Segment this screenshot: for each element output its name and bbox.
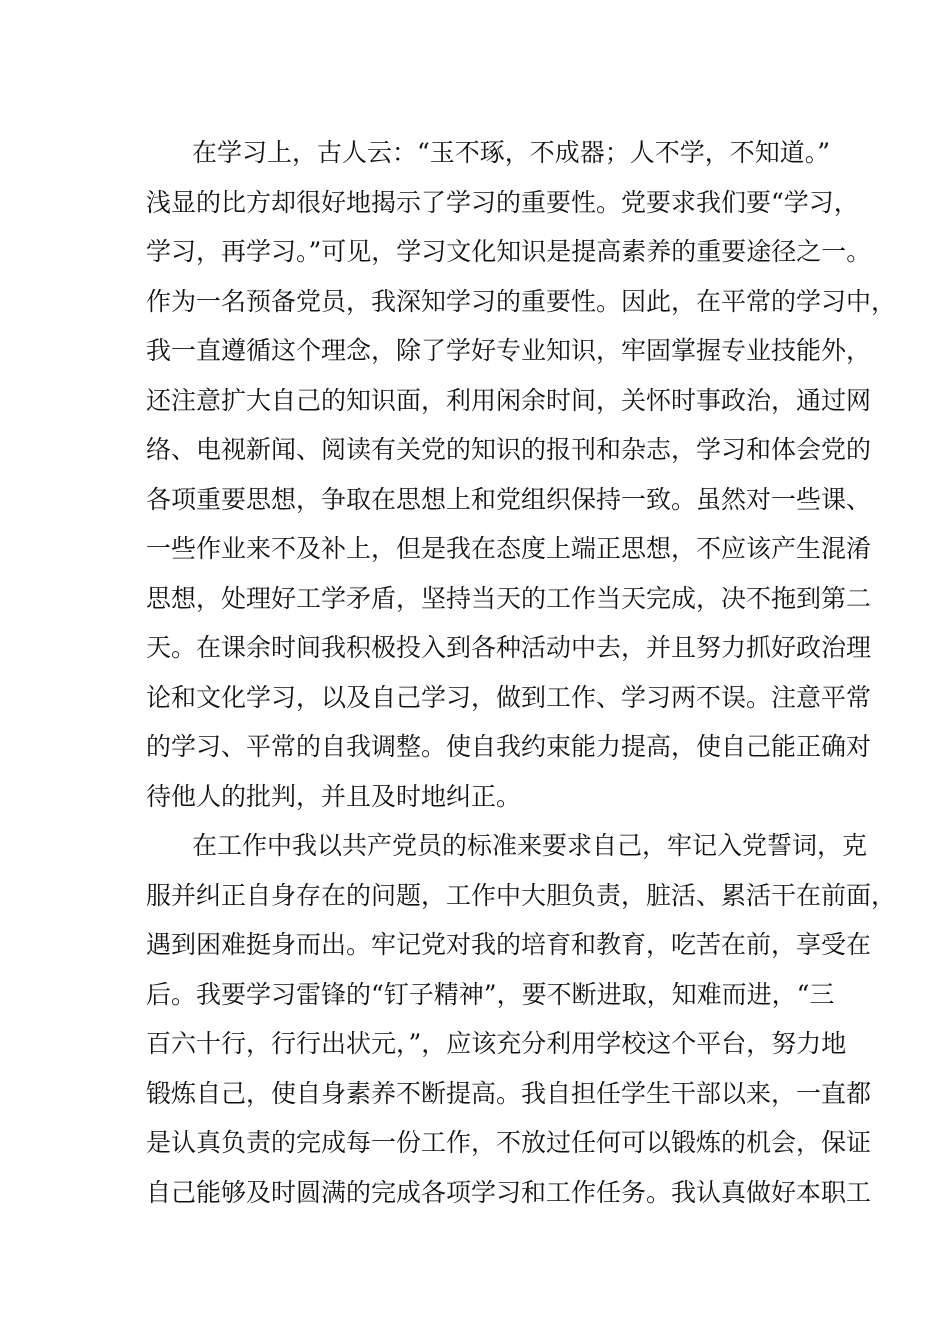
paragraph-line: 论和文化学习，以及自己学习，做到工作、学习两不误。注意平常 [146,682,872,712]
paragraph-line: 待他人的批判，并且及时地纠正。 [146,781,522,811]
paragraph-work [146,821,897,1217]
paragraph-line: 作为一名预备党员，我深知学习的重要性。因此，在平常的学习中， [146,286,897,316]
paragraph-line: 各项重要思想，争取在思想上和党组织保持一致。虽然对一些课、 [146,484,872,514]
paragraph-line: 我一直遵循这个理念，除了学好专业知识，牢固掌握专业技能外， [146,336,872,365]
paragraph-line: 思想，处理好工学矛盾，坚持当天的工作当天完成，决不拖到第二 [146,583,872,613]
paragraph-line: 是认真负责的完成每一份工作，不放过任何可以锻炼的机会，保证 [146,1128,872,1157]
paragraph-line: 的学习、平常的自我调整。使自我约束能力提高，使自己能正确对 [146,732,872,761]
paragraph-line: 还注意扩大自己的知识面，利用闲余时间，关怀时事政治，通过网 [146,385,872,415]
paragraph-line: 络、电视新闻、阅读有关党的知识的报刊和杂志，学习和体会党的 [146,435,872,464]
paragraph-line: 后。我要学习雷锋的“钉子精神”，要不断进取，知难而进，“三 [146,979,835,1009]
paragraph-line: 自己能够及时圆满的完成各项学习和工作任务。我认真做好本职工 [146,1177,872,1207]
paragraph-line: 锻炼自己，使自身素养不断提高。我自担任学生干部以来，一直都 [146,1078,872,1108]
paragraph-line: 百六十行，行行出状元，”，应该充分利用学校这个平台，努力地 [146,1029,847,1058]
paragraph-line: 浅显的比方却很好地揭示了学习的重要性。党要求我们要“学习， [146,187,859,217]
paragraph-line: 遇到困难挺身而出。牢记党对我的培育和教育，吃苦在前，享受在 [146,930,872,959]
paragraph-line: 在工作中我以共产党员的标准来要求自己，牢记入党誓词，克 [192,831,868,860]
paragraph-line: 在学习上，古人云：“玉不琢，不成器；人不学，不知道。” [192,138,831,167]
paragraph-line: 服并纠正自身存在的问题，工作中大胆负责，脏活、累活干在前面， [146,880,897,910]
paragraph-line: 天。在课余时间我积极投入到各种活动中去，并且努力抓好政治理 [146,633,872,662]
paragraph-study [146,128,897,821]
document-body [146,128,897,1217]
paragraph-line: 一些作业来不及补上，但是我在态度上端正思想，不应该产生混淆 [146,534,872,563]
paragraph-line: 学习，再学习。”可见，学习文化知识是提高素养的重要途径之一。 [146,237,872,266]
